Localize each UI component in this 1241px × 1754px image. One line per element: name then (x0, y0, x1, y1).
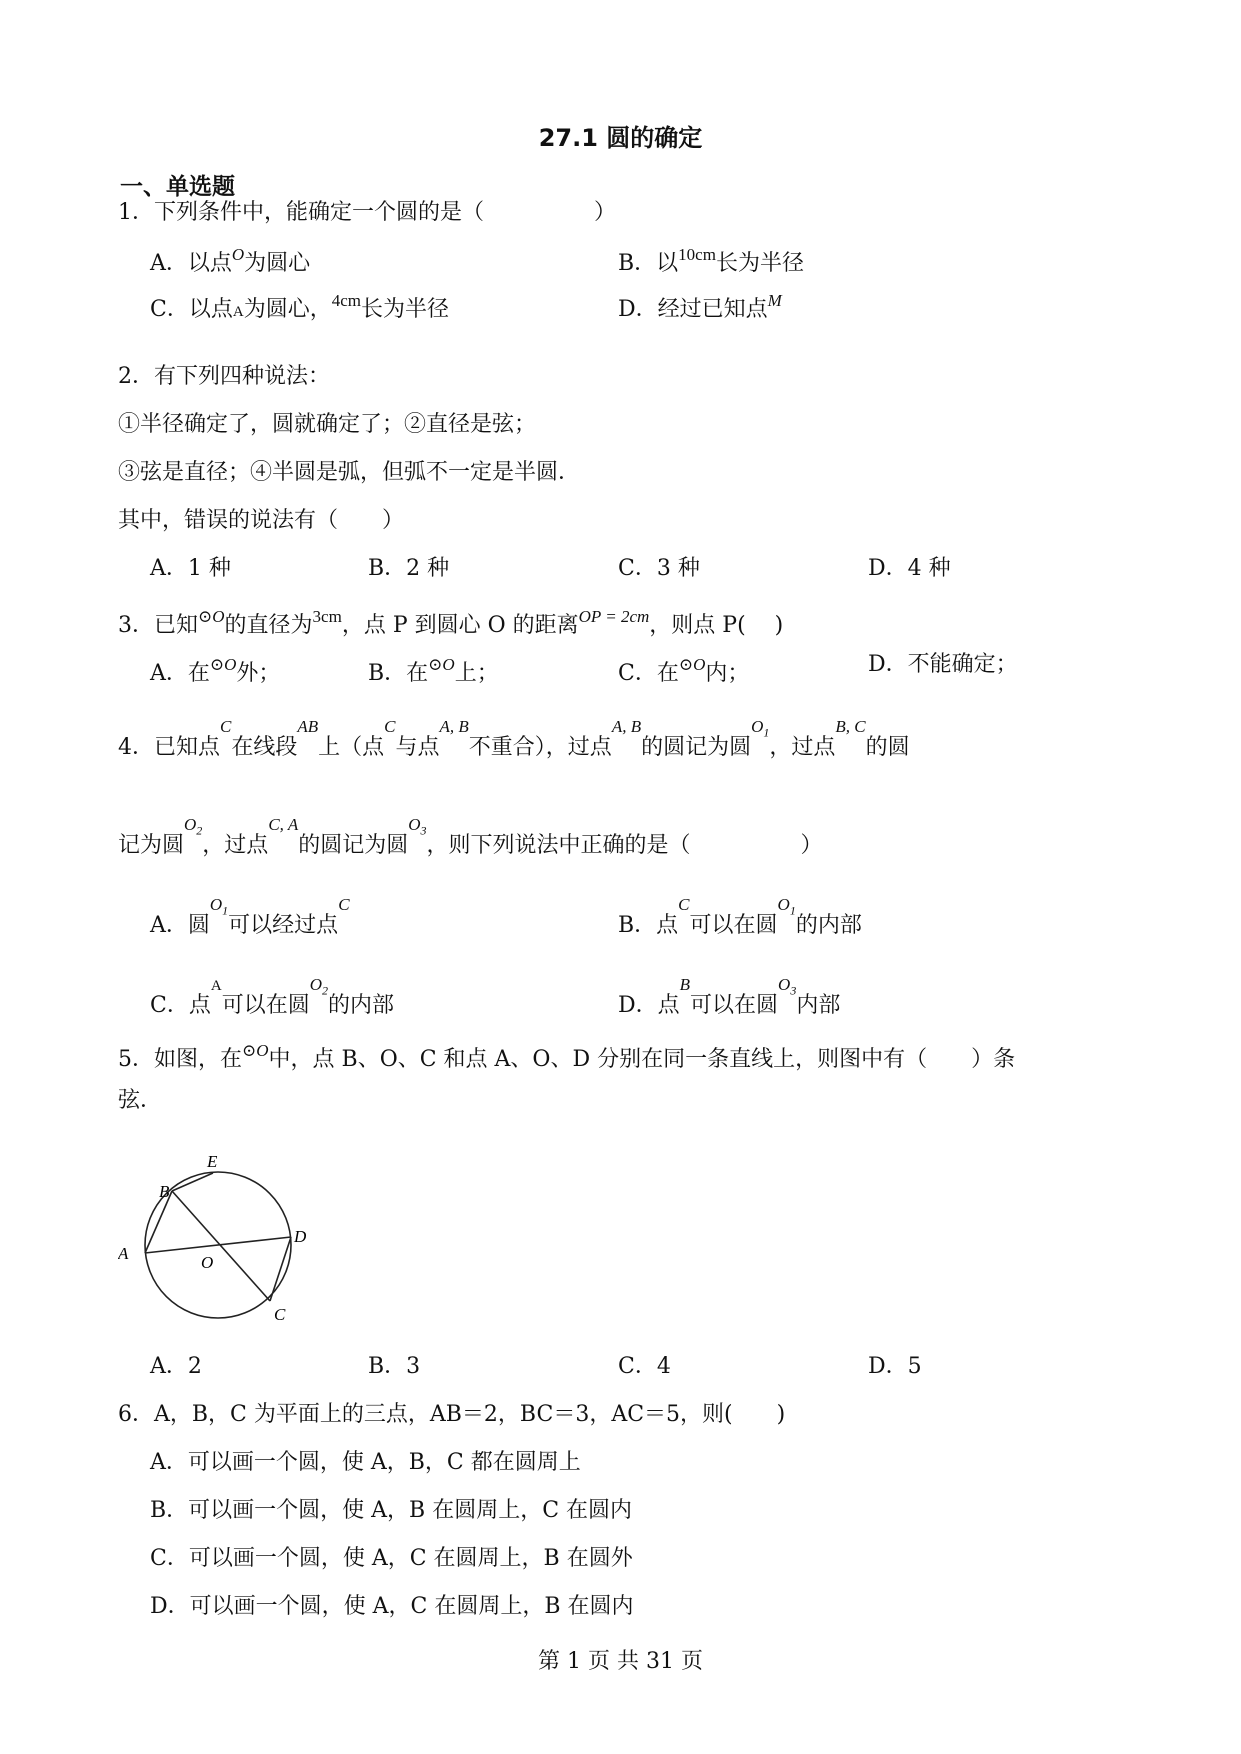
question-4-option-b: B．点$^C$可以在圆$^{O_1}$的内部 (618, 895, 862, 938)
question-2-prompt: 其中，错误的说法有（ ） (118, 508, 405, 533)
label-e: E (207, 1152, 218, 1171)
question-6-option-b: B．可以画一个圆，使 A，B 在圆周上，C 在圆内 (150, 1498, 633, 1523)
question-5-stem-line-1: 5．如图，在$^{⊙O}$中，点 B、O、C 和点 A、O、D 分别在同一条直线上，则图中有（ ）条 (118, 1041, 1016, 1072)
label-c: C (274, 1305, 286, 1324)
question-1-option-c: C．以点A为圆心，$^{4cm}$长为半径 (150, 291, 449, 322)
chord-be (172, 1173, 213, 1191)
question-3-option-c: C．在$^{⊙O}$内； (618, 655, 750, 686)
question-6-option-a: A．可以画一个圆，使 A，B，C 都在圆周上 (150, 1450, 581, 1475)
question-1-stem: 1．下列条件中，能确定一个圆的是（ ） (118, 200, 616, 225)
question-3-option-d: D．不能确定； (868, 652, 1018, 677)
circle-figure (118, 1145, 318, 1330)
question-2-option-a: A．1 种 (150, 556, 231, 581)
question-1-option-a: A．以点$^O$为圆心 (150, 245, 311, 276)
question-2-statement-2: ③弦是直径；④半圆是弧，但弧不一定是半圆． (118, 460, 581, 485)
question-3-option-a: A．在$^{⊙O}$外； (150, 655, 281, 686)
question-5-stem-line-2: 弦． (118, 1088, 163, 1113)
label-a: A (118, 1244, 129, 1263)
question-6-option-c: C．可以画一个圆，使 A，C 在圆周上，B 在圆外 (150, 1546, 633, 1571)
page-footer: 第 1 页 共 31 页 (538, 1649, 703, 1674)
question-4-stem-line-1: 4．已知点$^C$在线段$^{AB}$上（点$^C$与点$^{A, B}$不重合），过点$^{A, B}$的圆记为圆$^{O_1}$，过点$^{B, C}$的圆 (118, 717, 910, 760)
label-d: D (294, 1227, 307, 1246)
question-2-option-c: C．3 种 (618, 556, 700, 581)
page-title: 27.1 圆的确定 (538, 124, 703, 152)
question-2-option-b: B．2 种 (368, 556, 450, 581)
question-4-option-c: C．点$^A$可以在圆$^{O_2}$的内部 (150, 975, 394, 1018)
diameter-ad (145, 1237, 291, 1253)
question-5-option-c: C．4 (618, 1354, 671, 1379)
question-2-option-d: D．4 种 (868, 556, 951, 581)
question-5-option-a: A．2 (150, 1354, 202, 1379)
question-5-option-b: B．3 (368, 1354, 421, 1379)
label-o: O (201, 1253, 214, 1272)
label-b: B (159, 1182, 170, 1201)
question-1-option-d: D．经过已知点$^M$ (618, 291, 782, 322)
question-2-stem: 2．有下列四种说法： (118, 364, 330, 389)
question-2-statement-1: ①半径确定了，圆就确定了；②直径是弦； (118, 412, 537, 437)
question-4-stem-line-2: 记为圆$^{O_2}$，过点$^{C, A}$的圆记为圆$^{O_3}$，则下列说法中正确的是（ ） (118, 815, 823, 858)
question-5-option-d: D．5 (868, 1354, 922, 1379)
question-4-option-d: D．点$^B$可以在圆$^{O_3}$内部 (618, 975, 841, 1018)
question-4-option-a: A．圆$^{O_1}$可以经过点$^C$ (150, 895, 350, 938)
question-1-option-b: B．以$^{10cm}$长为半径 (618, 245, 804, 276)
question-3-stem: 3．已知$^{⊙O}$的直径为$^{3cm}$，点 P 到圆心 O 的距离$^{OP = 2cm}$，则点 P( ) (118, 607, 784, 638)
chord-dc (270, 1237, 291, 1301)
section-heading: 一、单选题 (120, 174, 235, 200)
diameter-bc (172, 1191, 270, 1301)
question-6-stem: 6．A，B，C 为平面上的三点，AB＝2，BC＝3，AC＝5，则( ) (118, 1402, 786, 1427)
question-6-option-d: D．可以画一个圆，使 A，C 在圆周上，B 在圆内 (150, 1594, 634, 1619)
question-3-option-b: B．在$^{⊙O}$上； (368, 655, 499, 686)
